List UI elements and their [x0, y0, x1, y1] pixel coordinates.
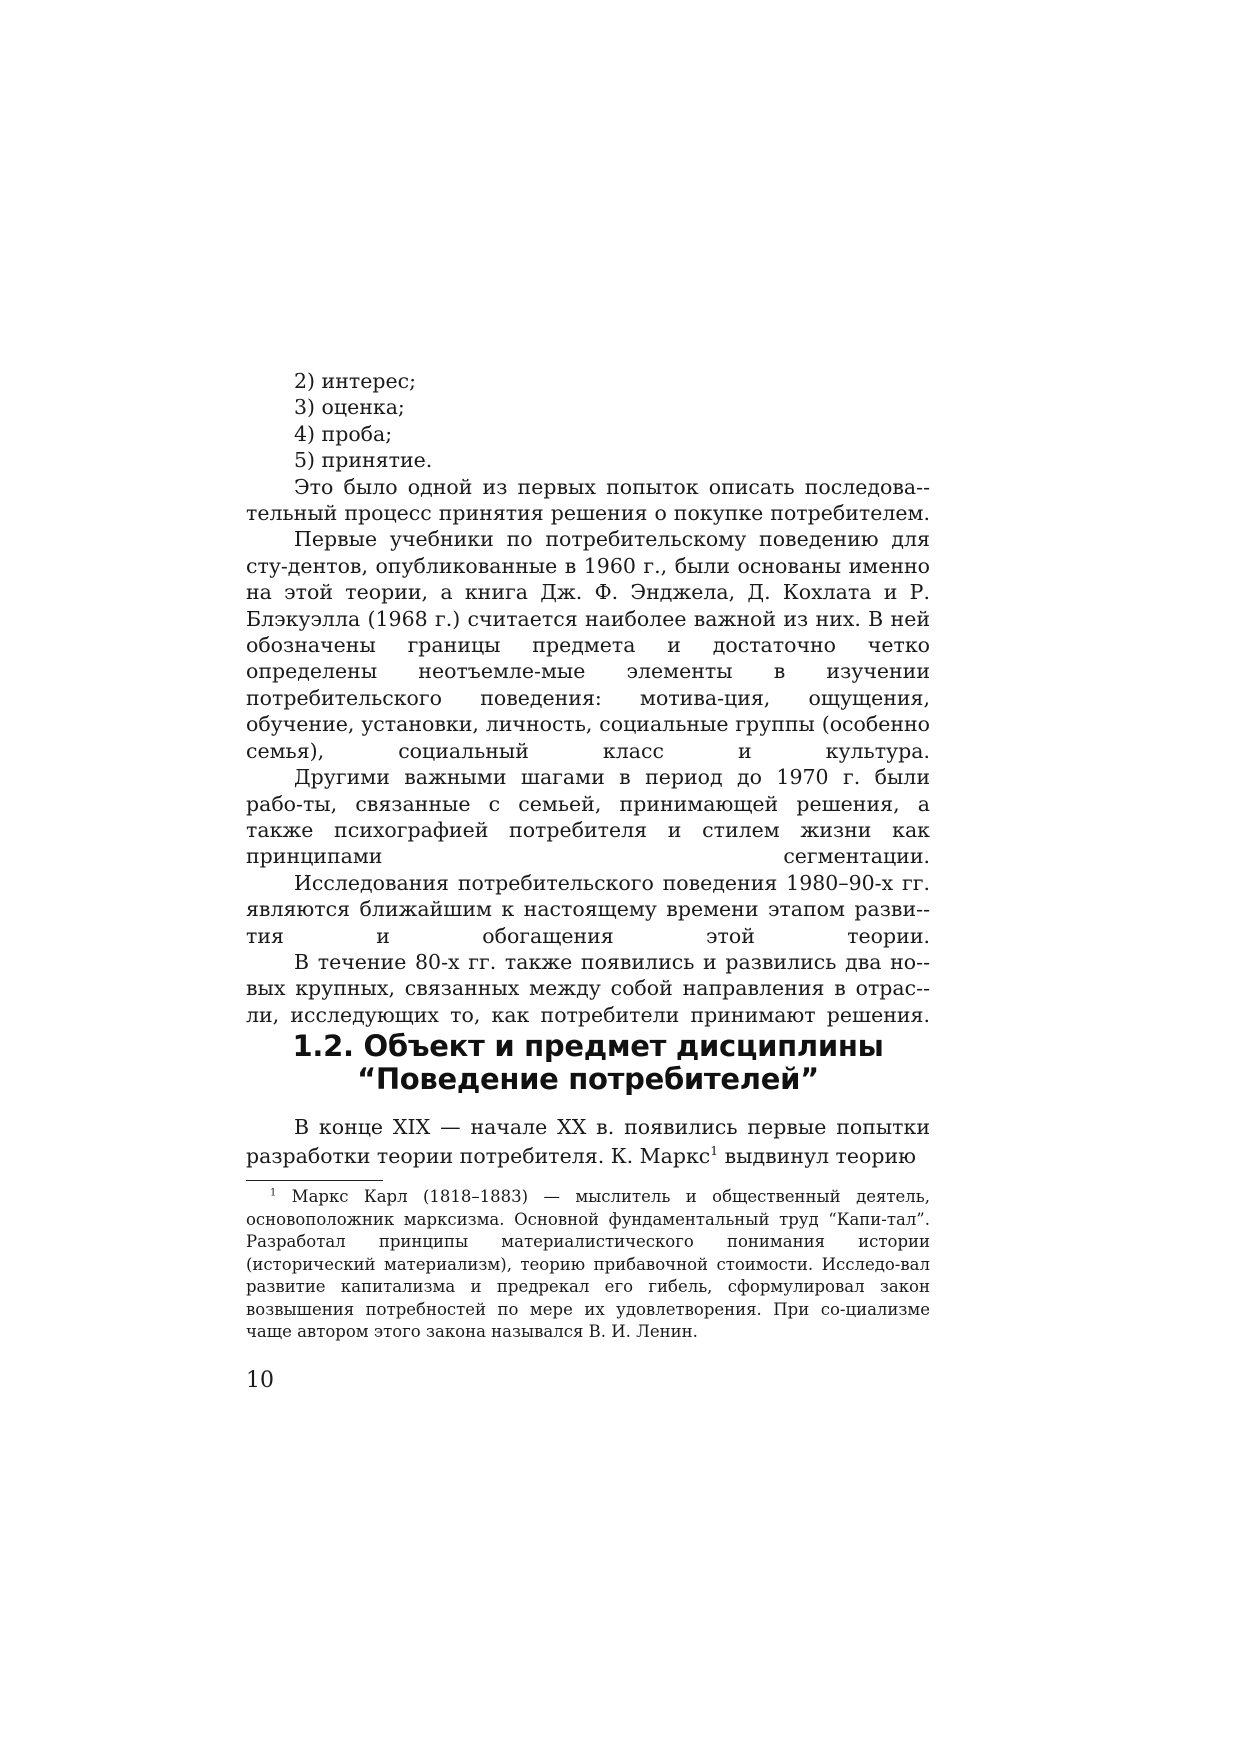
section-intro — [246, 1113, 930, 1171]
paragraph: Это было одной из первых попыток описать последова-тельный процесс принятия решения о покупке потребителем. — [246, 474, 930, 526]
footnote-body: Маркс Карл (1818–1883) — мыслитель и общественный деятель, основоположник марксизма. Основной фундаментальный труд “Капи-тал”. Разработал принципы материалистического понимания истории (исторический материализм), теорию прибавочной стоимости. Исследо-вал развитие капитализма и предрекал его гибель, сформулировал закон возвышения потребностей по мере их удовлетворения. При со-циализме чаще автором этого закона назывался В. И. Ленин. — [246, 1187, 930, 1341]
paragraph: В течение 80-х гг. также появились и развились два но-вых крупных, связанных между собой направления в отрас-ли, исследующих то, как потребители принимают решения. — [246, 949, 930, 1027]
section-heading-line: 1.2. Объект и предмет дисциплины — [292, 1029, 884, 1063]
intro-text: В конце XIX — начале XX в. появились первые попытки разработки теории потребителя. К. Маркс — [246, 1115, 930, 1168]
footnote-text — [246, 1186, 930, 1344]
paragraph: Другими важными шагами в период до 1970 г. были рабо-ты, связанные с семьей, принимающей решения, а также психографией потребителя и стилем жизни как принципами сегментации. — [246, 765, 930, 869]
main-text-block — [246, 368, 930, 1028]
page-number: 10 — [246, 1368, 274, 1393]
footnote — [246, 1186, 930, 1344]
intro-text-end: выдвинул теорию — [718, 1144, 917, 1168]
section-heading-line: “Поведение потребителей” — [357, 1062, 819, 1096]
list-item: 5) принятие. — [294, 448, 433, 473]
footnote-marker: 1 — [270, 1187, 277, 1199]
list-item: 4) проба; — [294, 421, 393, 446]
footnote-divider — [246, 1180, 383, 1181]
list-item: 2) интерес; — [294, 369, 416, 393]
paragraph: Первые учебники по потребительскому поведению для сту-дентов, опубликованные в 1960 г., были основаны именно на этой теории, а книга Дж. Ф. Энджела, Д. Кохлата и Р. Блэкуэлла (1968 г.) считается наиболее важной из них. В ней обозначены границы предмета и достаточно четко определены неотъемле-мые элементы в изучении потребительского поведения: мотива-ция, ощущения, обучение, установки, личность, социальные группы (особенно семья), социальный класс и культура. — [246, 527, 930, 763]
section-heading — [246, 1030, 930, 1096]
footnote-reference: 1 — [710, 1144, 719, 1159]
paragraph — [246, 1113, 930, 1171]
paragraph: Исследования потребительского поведения 1980–90-х гг. являются ближайшим к настоящему времени этапом разви-тия и обогащения этой теории. — [246, 870, 930, 948]
list-item: 3) оценка; — [294, 395, 405, 420]
